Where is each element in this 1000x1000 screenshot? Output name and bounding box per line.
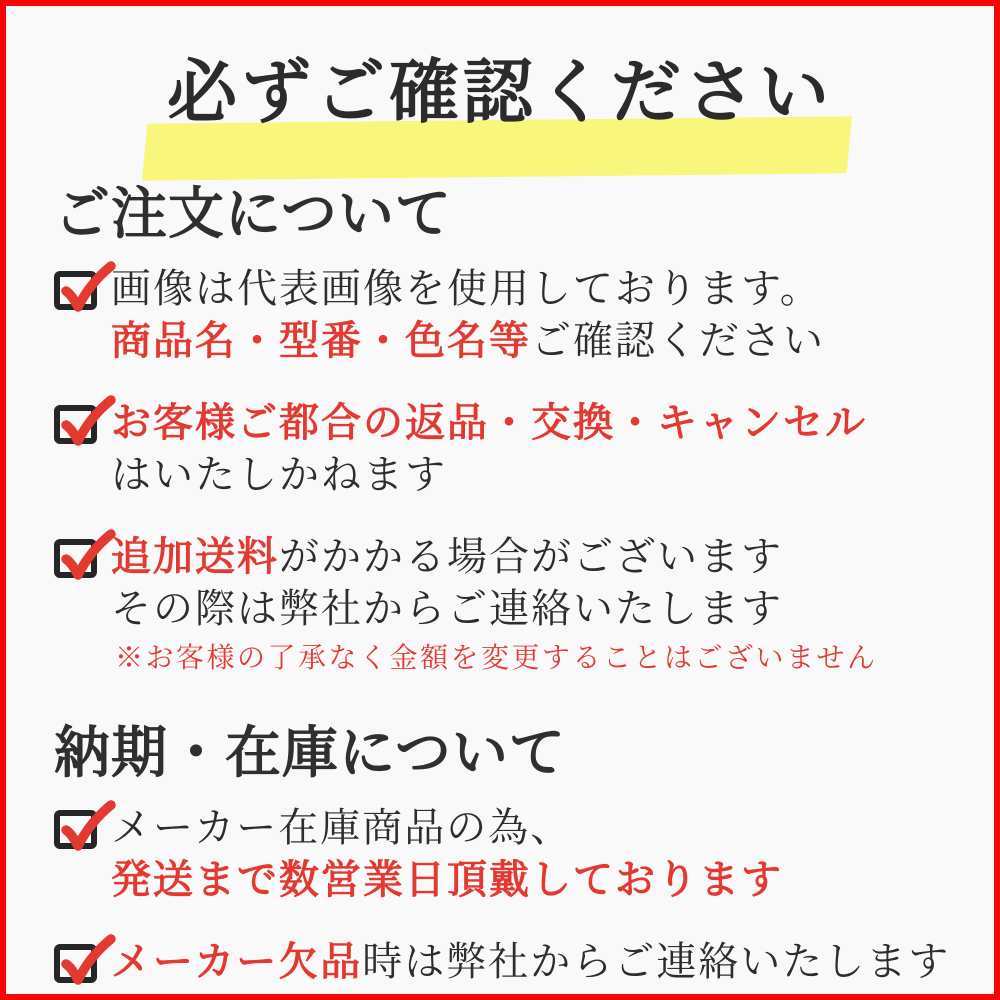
emphasis-red-text: 追加送料 bbox=[111, 534, 279, 579]
body-text: がかかる場合がございます bbox=[279, 534, 783, 579]
checked-checkbox-icon bbox=[54, 405, 97, 444]
section-heading: 納期・在庫について bbox=[54, 723, 566, 785]
body-text: その際は弊社からご連絡いたします bbox=[111, 586, 783, 631]
checklist-item-text bbox=[111, 263, 825, 367]
checklist-item bbox=[54, 263, 958, 367]
body-text: 画像は代表画像を使用しております。 bbox=[111, 266, 822, 311]
checked-checkbox-icon bbox=[54, 810, 97, 849]
checked-checkbox-icon bbox=[54, 271, 97, 310]
title-row bbox=[6, 52, 994, 138]
text-line bbox=[111, 315, 825, 367]
checked-checkbox-icon bbox=[54, 944, 97, 983]
checklist-item-text bbox=[111, 936, 950, 988]
checklist-item-text bbox=[111, 802, 783, 906]
text-line bbox=[111, 583, 878, 635]
emphasis-red-text: 商品名・型番・色名等 bbox=[111, 318, 531, 363]
page-title: 必ずご確認ください bbox=[167, 55, 833, 132]
text-line bbox=[111, 449, 867, 501]
text-line bbox=[111, 263, 825, 315]
emphasis-red-text: メーカー欠品 bbox=[111, 939, 363, 984]
fine-print-note: ※お客様の了承なく金額を変更することはございません bbox=[115, 643, 878, 674]
section-heading: ご注文について bbox=[54, 184, 452, 246]
emphasis-red-text: 発送まで数営業日頂戴しております bbox=[111, 857, 783, 902]
text-line bbox=[111, 854, 783, 906]
body-text: メーカー在庫商品の為、 bbox=[111, 805, 573, 850]
text-line bbox=[111, 802, 783, 854]
checklist-item bbox=[54, 936, 958, 988]
checklist-item bbox=[54, 802, 958, 906]
text-line bbox=[111, 531, 878, 583]
checklist-item-text bbox=[111, 397, 867, 501]
checklist-item-text bbox=[111, 531, 878, 677]
body-text: はいたしかねます bbox=[111, 452, 447, 497]
body-text: ご確認ください bbox=[531, 318, 825, 363]
body-text: 時は弊社からご連絡いたします bbox=[362, 939, 951, 984]
text-line bbox=[111, 397, 867, 449]
title-wrap bbox=[167, 52, 833, 136]
checklist-item bbox=[54, 397, 958, 501]
text-line bbox=[111, 936, 950, 988]
checklist-item bbox=[54, 531, 958, 677]
notice-body bbox=[6, 182, 994, 988]
checked-checkbox-icon bbox=[54, 539, 97, 578]
emphasis-red-text: お客様ご都合の返品・交換・キャンセル bbox=[111, 400, 867, 445]
